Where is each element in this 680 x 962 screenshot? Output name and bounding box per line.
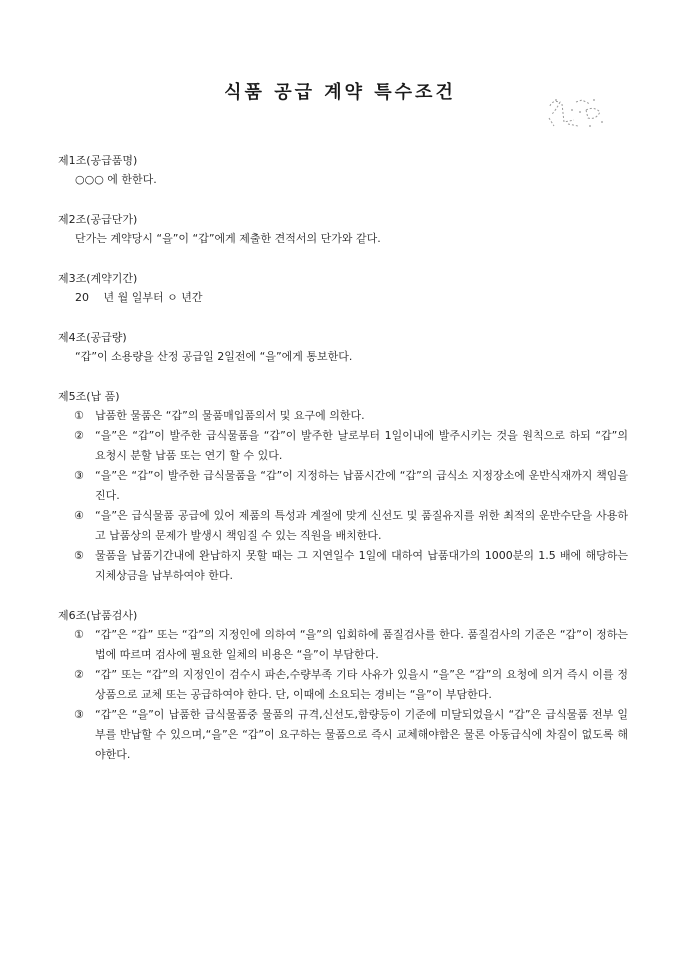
clause-text: “갑”은 “을”이 납품한 급식물품중 물품의 규격,신선도,함량등이 기준에 미달되었을시 “갑”은 급식물품 전부 일부를 반납할 수 있으며,“을”은 “갑”이 요구하는 물품으로 즉시 교체해야함은 물론 아동급식에 차질이 없도록 해야한다. bbox=[95, 708, 628, 761]
clause-item bbox=[58, 665, 628, 705]
clause-item bbox=[58, 546, 628, 586]
clause-number: ② bbox=[74, 429, 84, 442]
clause-item bbox=[58, 506, 628, 546]
clause-number: ② bbox=[74, 668, 84, 681]
clause-item bbox=[58, 406, 628, 426]
clause-number: ③ bbox=[74, 469, 84, 482]
clause-item bbox=[58, 705, 628, 765]
clause-text: “을”은 “갑”이 발주한 급식물품을 “갑”이 발주한 날로부터 1일이내에 발주시키는 것을 원칙으로 하되 “갑”의 요청시 분할 납품 또는 연기 할 수 있다. bbox=[95, 429, 628, 462]
article-text: 단가는 계약당시 “을”이 “갑”에게 제출한 견적서의 단가와 같다. bbox=[75, 232, 381, 245]
clause-text: “갑” 또는 “갑”의 지정인이 검수시 파손,수량부족 기타 사유가 있을시 “을”은 “갑”의 요청에 의거 즉시 이를 정상품으로 교체 또는 공급하여야 한다. 단, 이때에 소요되는 경비는 “을”이 부담한다. bbox=[95, 668, 628, 701]
clause-item bbox=[58, 426, 628, 466]
clause-text: 물품을 납품기간내에 완납하지 못할 때는 그 지연일수 1일에 대하여 납품대가의 1000분의 1.5 배에 해당하는 지체상금을 납부하여야 한다. bbox=[95, 549, 628, 582]
article-heading: 제4조(공급량) bbox=[58, 331, 127, 344]
article-1 bbox=[58, 152, 628, 190]
clause-number: ④ bbox=[74, 509, 84, 522]
stamp-mark bbox=[546, 96, 608, 130]
article-heading: 제1조(공급품명) bbox=[58, 154, 138, 167]
article-heading: 제6조(납품검사) bbox=[58, 609, 138, 622]
article-heading: 제5조(납 품) bbox=[58, 390, 120, 403]
contract-terms bbox=[58, 152, 628, 786]
article-3 bbox=[58, 270, 628, 308]
clause-item bbox=[58, 625, 628, 665]
article-5 bbox=[58, 388, 628, 586]
clause-text: “을”은 “갑”이 발주한 급식물품을 “갑”이 지정하는 납품시간에 “갑”의 급식소 지정장소에 운반식재까지 책임을 진다. bbox=[95, 469, 628, 502]
clause-text: “갑”은 “갑” 또는 “갑”의 지정인에 의하여 “을”의 입회하에 품질검사를 한다. 품질검사의 기준은 “갑”이 정하는 법에 따르며 검사에 필요한 일체의 비용은 “을”이 부담한다. bbox=[95, 628, 628, 661]
clause-number: ③ bbox=[74, 708, 84, 721]
clause-number: ① bbox=[74, 409, 84, 422]
clause-text: 납품한 물품은 “갑”의 물품매입품의서 및 요구에 의한다. bbox=[95, 409, 365, 422]
article-2 bbox=[58, 211, 628, 249]
article-text: 20 년 월 일부터 ㅇ 년간 bbox=[75, 291, 203, 304]
clause-text: “을”은 급식물품 공급에 있어 제품의 특성과 계절에 맞게 신선도 및 품질유지를 위한 최적의 운반수단을 사용하고 납품상의 문제가 발생시 책임질 수 있는 직원을 배치한다. bbox=[95, 509, 628, 542]
clause-number: ① bbox=[74, 628, 84, 641]
article-text: ○○○ 에 한한다. bbox=[75, 173, 157, 186]
document-title: 식품 공급 계약 특수조건 bbox=[224, 82, 456, 103]
article-heading: 제3조(계약기간) bbox=[58, 272, 138, 285]
article-text: “갑”이 소용량을 산정 공급일 2일전에 “을”에게 통보한다. bbox=[75, 350, 353, 363]
clause-number: ⑤ bbox=[74, 549, 84, 562]
article-6 bbox=[58, 607, 628, 765]
clause-item bbox=[58, 466, 628, 506]
clause-list bbox=[58, 625, 628, 765]
clause-list bbox=[58, 406, 628, 586]
article-4 bbox=[58, 329, 628, 367]
article-heading: 제2조(공급단가) bbox=[58, 213, 138, 226]
